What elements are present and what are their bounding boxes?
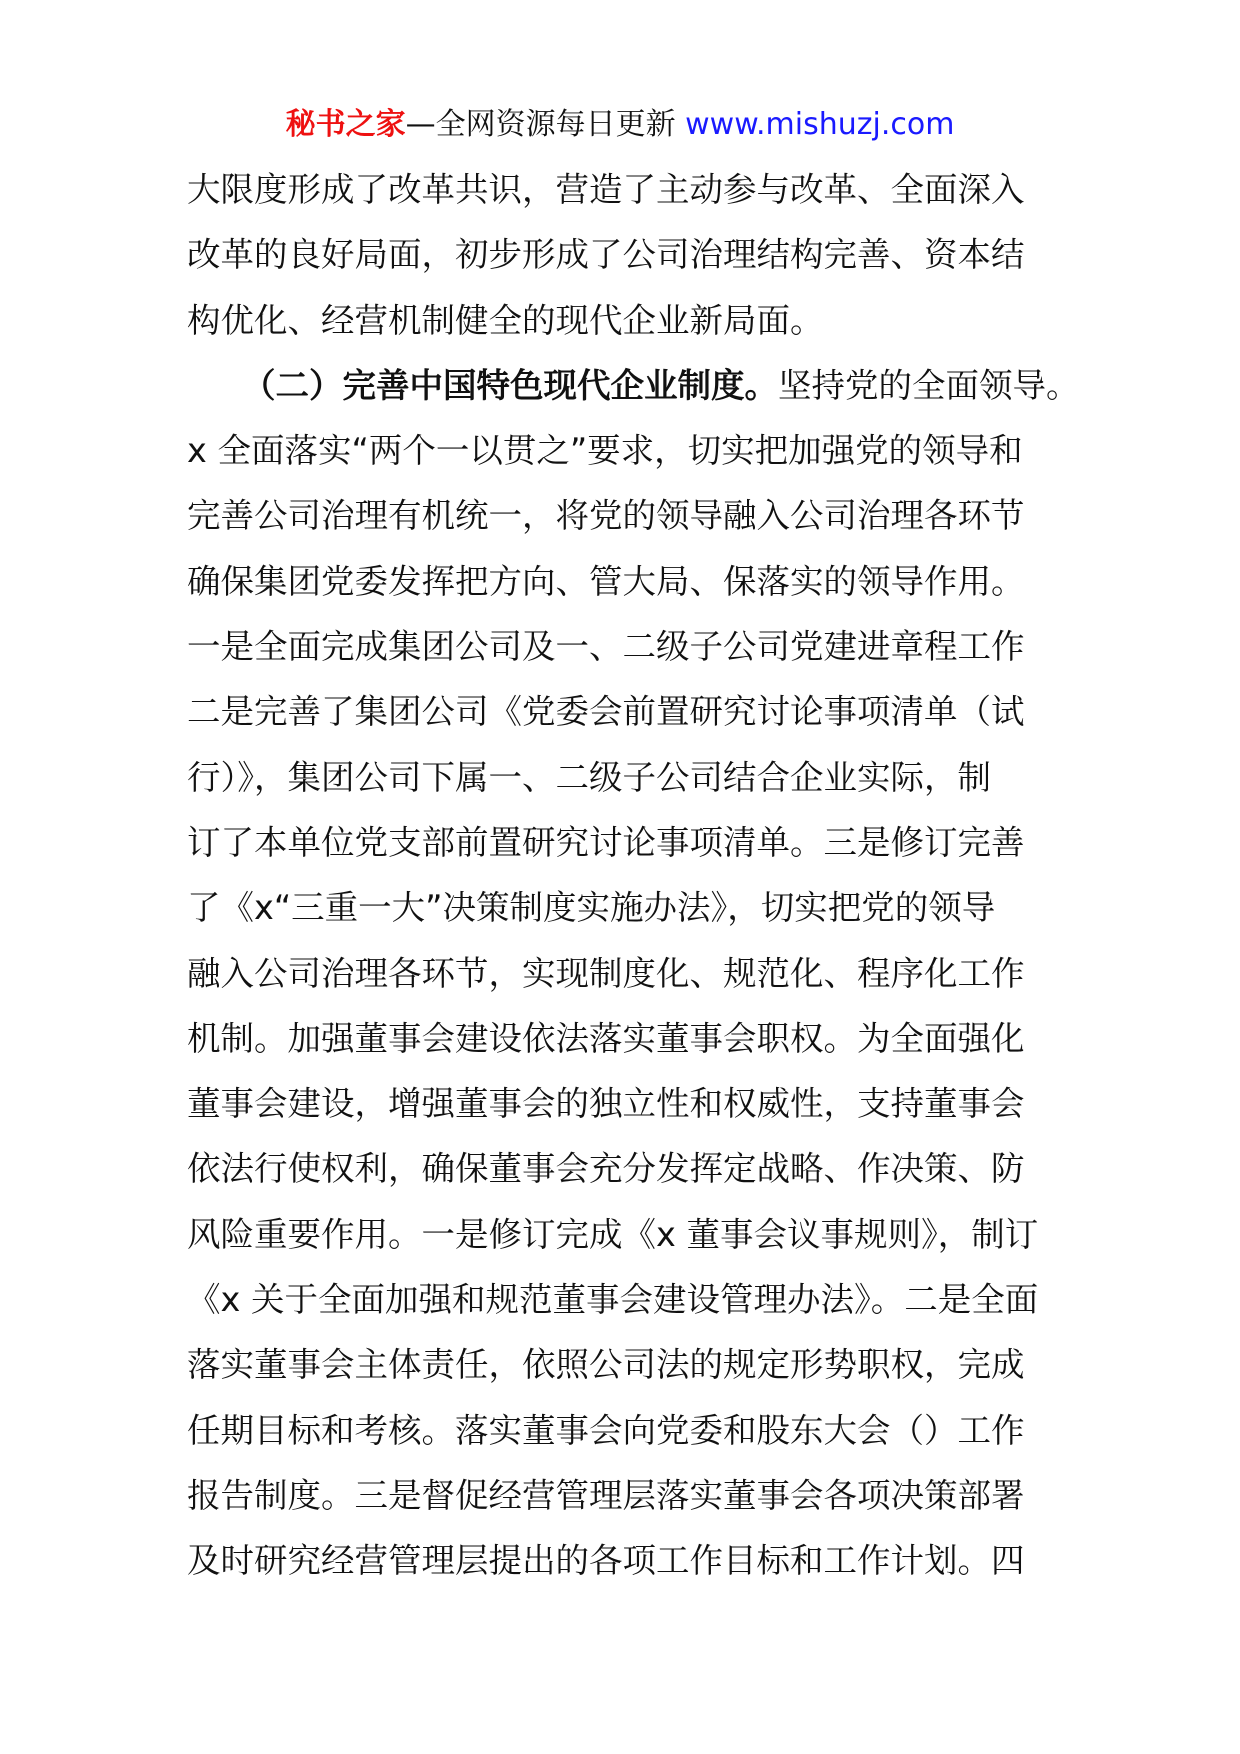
brand-name: 秘书之家: [285, 107, 406, 142]
text-line: 订了本单位党支部前置研究讨论事项清单。三是修订完善: [187, 822, 1025, 862]
text-line: 构优化、经营机制健全的现代企业新局面。: [187, 300, 824, 340]
text-line: 二是完善了集团公司《党委会前置研究讨论事项清单（试: [187, 692, 1025, 732]
text-line: 及时研究经营管理层提出的各项工作目标和工作计划。四: [187, 1541, 1025, 1581]
text-line: 报告制度。三是督促经营管理层落实董事会各项决策部署: [187, 1475, 1025, 1515]
text-line: 风险重要作用。一是修订完成《x 董事会议事规则》，制订: [187, 1214, 1039, 1254]
header-tagline: —全网资源每日更新: [405, 107, 686, 142]
section-heading: （二）完善中国特色现代企业制度。: [242, 365, 778, 405]
watermark-header: [0, 103, 1240, 147]
text-line: 改革的良好局面，初步形成了公司治理结构完善、资本结: [187, 235, 1025, 275]
text-line: 完善公司治理有机统一，将党的领导融入公司治理各环节: [187, 496, 1025, 536]
text-line: 大限度形成了改革共识，营造了主动参与改革、全面深入: [187, 170, 1025, 209]
text-line: x 全面落实“两个一以贯之”要求，切实把加强党的领导和: [187, 431, 1023, 471]
text-line: 行）》，集团公司下属一、二级子公司结合企业实际，制: [187, 757, 991, 797]
text-line: 落实董事会主体责任，依照公司法的规定形势职权，完成: [187, 1345, 1025, 1385]
text-line: 董事会建设，增强董事会的独立性和权威性，支持董事会: [187, 1084, 1025, 1124]
document-body: [187, 157, 1080, 1594]
text-line: 一是全面完成集团公司及一、二级子公司党建进章程工作: [187, 627, 1025, 667]
text-line: 依法行使权利，确保董事会充分发挥定战略、作决策、防: [187, 1149, 1025, 1189]
text-line: 机制。加强董事会建设依法落实董事会职权。为全面强化: [187, 1018, 1025, 1058]
text-line: 融入公司治理各环节，实现制度化、规范化、程序化工作: [187, 953, 1025, 993]
text-line: 确保集团党委发挥把方向、管大局、保落实的领导作用。: [187, 561, 1025, 601]
section-heading-rest: 坚持党的全面领导。: [778, 365, 1080, 405]
text-line: 《x 关于全面加强和规范董事会建设管理办法》。二是全面: [187, 1280, 1039, 1320]
section-heading-line: [187, 353, 1080, 418]
text-line: 任期目标和考核。落实董事会向党委和股东大会（）工作: [187, 1410, 1025, 1450]
site-url-link[interactable]: www.mishuzj.com: [685, 107, 955, 142]
text-line: 了《x“三重一大”决策制度实施办法》，切实把党的领导: [187, 888, 996, 928]
